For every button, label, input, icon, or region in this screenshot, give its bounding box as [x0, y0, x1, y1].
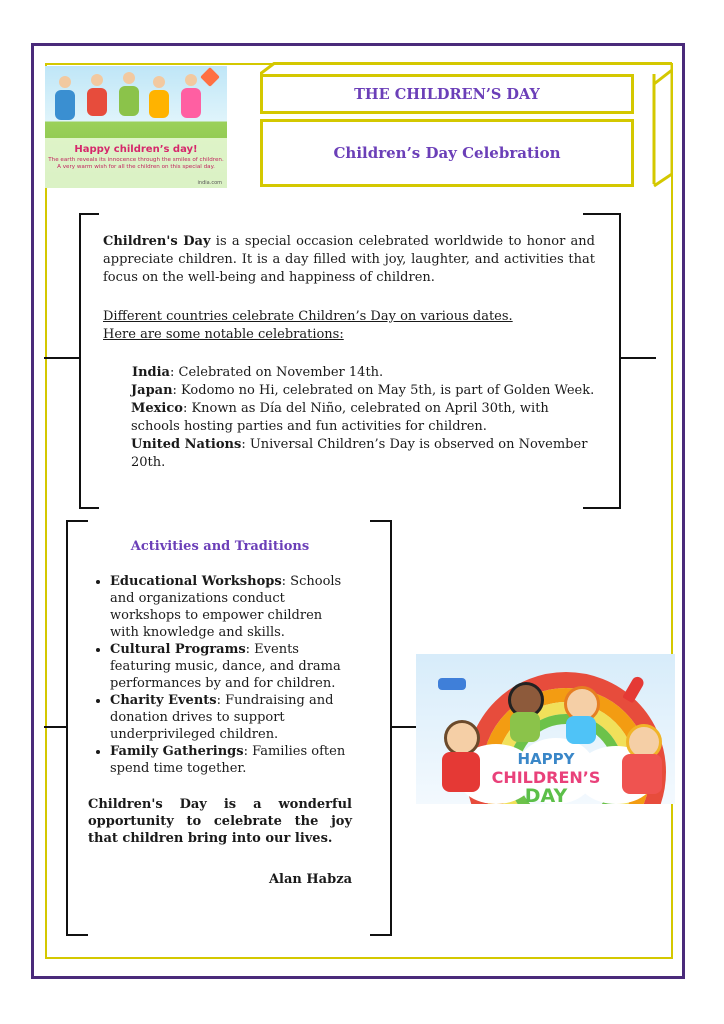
child-figure-body	[442, 752, 480, 792]
activity-name: Family Gatherings	[110, 744, 244, 759]
activities-list	[88, 573, 352, 777]
country-item	[103, 382, 595, 400]
poster-day-text: DAY	[524, 785, 568, 804]
banner-heading: Happy children’s day!	[74, 144, 198, 155]
activity-detail: : Schools and organizations conduct workshops to empower children with knowledge and skills.	[110, 574, 342, 640]
rocket-icon	[622, 675, 645, 704]
closing-statement: Children's Day is a wonderful opportunity to celebrate the joy that children bring into our lives.	[88, 797, 352, 846]
intro-lead-text: is a special occasion celebrated worldwide to honor and appreciate children. It is a day filled with joy, laughter, and activities that focus on the well-being and happiness of children.	[103, 234, 595, 285]
child-figure-body	[622, 754, 662, 794]
country-name: Mexico	[131, 401, 183, 416]
childrens-day-banner-image	[45, 66, 227, 188]
intro-lead-bold: Children's Day	[103, 234, 211, 249]
activities-bracket-right	[370, 520, 392, 936]
country-detail: : Known as Día del Niño, celebrated on April 30th, with schools hosting parties and fun activities for children.	[131, 401, 549, 434]
activity-name: Charity Events	[110, 693, 217, 708]
banner-message: The earth reveals its innocence through the smiles of children. A very warm wish for all the children on this special day.	[48, 157, 224, 171]
celebrations-note: Different countries celebrate Children’s Day on various dates. Here are some notable celebrations:	[103, 309, 513, 342]
activities-bracket-left	[66, 520, 88, 936]
activity-item	[110, 573, 352, 641]
countries-list	[103, 364, 595, 472]
country-name: India	[132, 365, 170, 380]
intro-bracket-left	[79, 213, 99, 509]
car-icon	[438, 678, 466, 690]
intro-connector-left	[44, 357, 80, 359]
happy-childrens-day-poster	[416, 654, 675, 804]
banner-watermark: india.com	[197, 180, 222, 186]
poster-happy-text: HAPPY	[517, 750, 575, 768]
country-item	[103, 364, 595, 382]
intro-connector-right	[619, 357, 656, 359]
intro-section	[103, 233, 595, 472]
country-item	[103, 436, 595, 472]
country-detail: : Celebrated on November 14th.	[169, 365, 384, 380]
activities-section	[88, 538, 352, 888]
intro-paragraph	[103, 233, 595, 287]
activity-item	[110, 641, 352, 692]
activity-name: Cultural Programs	[110, 642, 246, 657]
page-subtitle: Children’s Day Celebration	[260, 119, 634, 187]
activities-connector-left	[44, 726, 66, 728]
activity-detail: : Fundraising and donation drives to support underprivileged children.	[110, 693, 334, 742]
activity-name: Educational Workshops	[110, 574, 282, 589]
page-title: THE CHILDREN’S DAY	[260, 74, 634, 114]
activity-detail: : Events featuring music, dance, and drama performances by and for children.	[110, 642, 341, 691]
author-signature: Alan Habza	[268, 872, 352, 887]
country-name: United Nations	[131, 437, 242, 452]
child-figure-body	[510, 712, 540, 742]
country-name: Japan	[131, 383, 173, 398]
country-item	[103, 400, 595, 436]
activities-connector-right	[390, 726, 416, 728]
country-detail: : Kodomo no Hi, celebrated on May 5th, is part of Golden Week.	[172, 383, 595, 398]
activity-item	[110, 743, 352, 777]
child-figure	[444, 720, 480, 756]
activity-detail: : Families often spend time together.	[110, 744, 346, 776]
child-figure-body	[566, 716, 596, 744]
country-detail: : Universal Children’s Day is observed on November 20th.	[131, 437, 588, 470]
poster-childrens-text: CHILDREN’S	[491, 768, 601, 787]
activities-heading: Activities and Traditions	[130, 539, 310, 554]
activity-item	[110, 692, 352, 743]
